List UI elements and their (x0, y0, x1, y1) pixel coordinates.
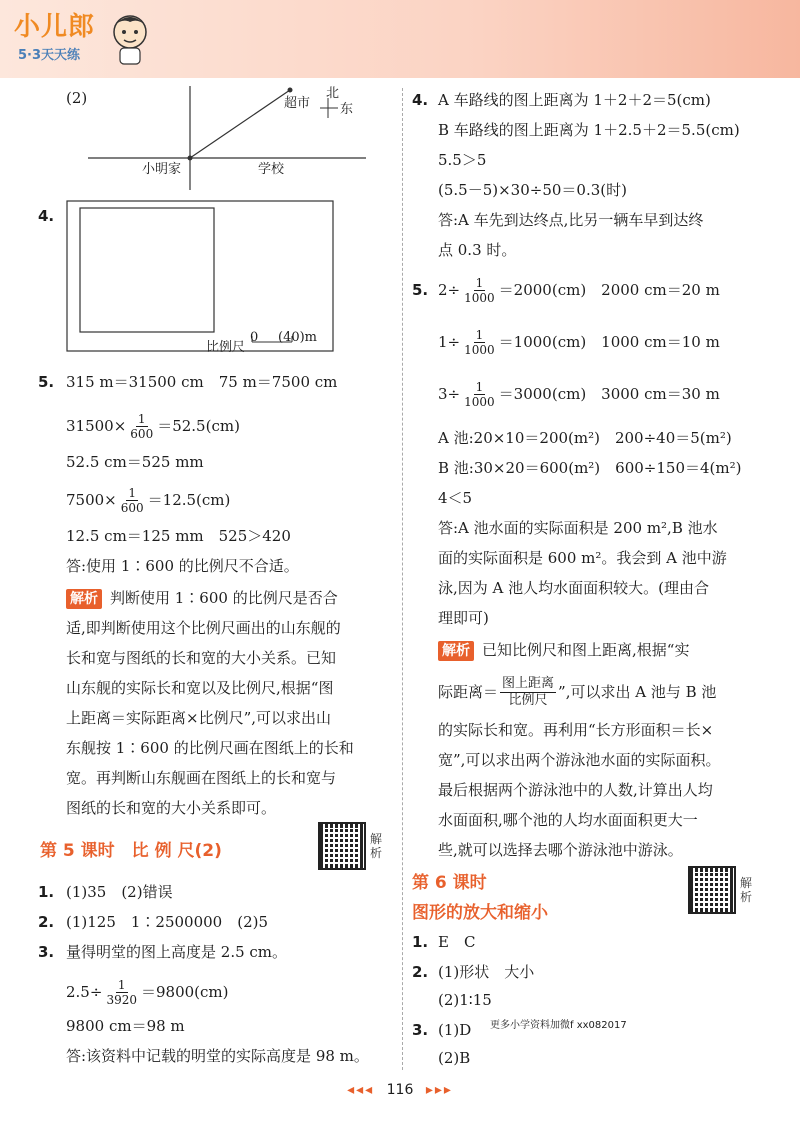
qr-code-icon[interactable] (688, 866, 736, 914)
map-east-label: 东 (340, 102, 354, 117)
right-analysis-line7: 些,就可以选择去哪个游泳池中游泳。 (438, 841, 683, 859)
lesson6-q3-part2: (2)B (438, 1049, 471, 1067)
lesson5-q3-line1: 量得明堂的图上高度是 2.5 cm。 (66, 943, 288, 961)
q4-scale-label: 比例尺 (206, 340, 246, 355)
lesson6-q2-part1: (1)形状 大小 (438, 963, 535, 981)
lesson5-q2-number: 2. (38, 913, 55, 931)
qr-label: 解析 (370, 832, 383, 860)
map-school-label: 学校 (258, 162, 285, 177)
left-analysis-line4: 山东舰的实际长和宽以及比例尺,根据“图 (66, 679, 334, 697)
expr-part: 际距离＝ (438, 683, 499, 701)
right-q5-answer3: 泳,因为 A 池人均水面面积较大。(理由合 (438, 579, 709, 597)
analysis-tag: 解析 (438, 641, 474, 661)
analysis-text: 判断使用 1∶600 的比例尺是否合 (110, 589, 338, 607)
expr-part: ＝12.5(cm) (147, 491, 231, 509)
lesson5-q1-number: 1. (38, 883, 55, 901)
lesson6-q1-answer: E C (438, 933, 476, 951)
left-analysis-line6: 东舰按 1∶600 的比例尺画在图纸上的长和 (66, 739, 354, 757)
lesson6-q3-number: 3. (412, 1021, 429, 1039)
right-q5-line1 (438, 270, 720, 310)
left-q4-number: 4. (38, 207, 55, 225)
expr-part: ＝52.5(cm) (157, 417, 240, 435)
qr-code-icon[interactable] (318, 822, 366, 870)
left-analysis-line5: 上距离＝实际距离×比例尺”,可以求出山 (66, 709, 332, 727)
logo-title: 小儿郎 (14, 12, 96, 42)
left-analysis-line1 (66, 588, 338, 609)
numerator: 1 (137, 411, 146, 426)
lesson5-q3-answer: 答:该资料中记载的明堂的实际高度是 98 m。 (66, 1047, 369, 1065)
denominator: 1000 (464, 342, 495, 357)
left-analysis-line2: 适,即判断使用这个比例尺画出的山东舰的 (66, 619, 341, 637)
expr-part: 31500× (66, 417, 127, 435)
expr-part: ＝2000(cm) 2000 cm＝20 m (498, 281, 720, 299)
lesson6-q1-number: 1. (412, 933, 429, 951)
q4-scale-zero: 0 (250, 330, 259, 345)
expr-part: 3÷ (438, 385, 461, 403)
expr-part: 2÷ (438, 281, 461, 299)
map-supermarket-label: 超市 (284, 96, 311, 111)
q4-scale-value: (40)m (278, 330, 318, 345)
right-q4-line2: B 车路线的图上距离为 1＋2.5＋2＝5.5(cm) (438, 121, 740, 139)
left-q5-line5: 12.5 cm＝125 mm 525＞420 (66, 527, 291, 545)
right-q4-line3: 5.5＞5 (438, 151, 487, 169)
fraction (462, 328, 497, 357)
lesson6-subtitle: 图形的放大和缩小 (412, 903, 548, 923)
fraction (462, 380, 497, 409)
left-analysis-line7: 宽。再判断山东舰画在图纸上的长和宽与 (66, 769, 337, 787)
lesson6-q2-number: 2. (412, 963, 429, 981)
numerator: 1 (475, 275, 484, 290)
right-analysis-line6: 水面面积,哪个池的人均水面面积更大一 (438, 811, 698, 829)
right-q4-line1: A 车路线的图上距离为 1＋2＋2＝5(cm) (438, 91, 711, 109)
left-q5-number: 5. (38, 373, 55, 391)
left-q5-line4 (66, 482, 230, 518)
right-q4-line4: (5.5－5)×30÷50＝0.3(时) (438, 181, 627, 199)
lesson5-q3-line2 (66, 974, 229, 1010)
right-q4-answer1: 答:A 车先到达终点,比另一辆车早到达终 (438, 211, 704, 229)
right-q4-number: 4. (412, 91, 429, 109)
denominator: 1000 (464, 290, 495, 305)
fraction (104, 978, 139, 1007)
denominator: 600 (120, 500, 144, 515)
numerator: 1 (117, 977, 126, 992)
right-analysis-line5: 最后根据两个游泳池中的人数,计算出人均 (438, 781, 713, 799)
map-item-label: (2) (66, 89, 88, 107)
mascot-icon (108, 8, 152, 68)
page-number: 116 (386, 1082, 414, 1098)
denominator: 3920 (106, 992, 137, 1007)
expr-part: ”,可以求出 A 池与 B 池 (558, 683, 717, 701)
watermark-text: 更多小学资料加微f xx082017 (490, 1020, 627, 1031)
lesson5-q2-answer: (1)125 1∶2500000 (2)5 (66, 913, 269, 931)
denominator: 1000 (464, 394, 495, 409)
fraction (462, 276, 497, 305)
right-q5-pool-a: A 池:20×10＝200(m²) 200÷40＝5(m²) (438, 429, 732, 447)
analysis-tag: 解析 (66, 589, 102, 609)
expr-part: 7500× (66, 491, 117, 509)
numerator: 1 (475, 327, 484, 342)
right-q4-answer2: 点 0.3 时。 (438, 241, 517, 259)
map-home-label: 小明家 (142, 162, 182, 177)
expr-part: ＝1000(cm) 1000 cm＝10 m (498, 333, 720, 351)
lesson6-q2-part2: (2)1∶15 (438, 991, 492, 1009)
lesson6-title: 第 6 课时 (412, 873, 487, 893)
left-q5-answer: 答:使用 1∶600 的比例尺不合适。 (66, 557, 299, 575)
next-arrows-icon: ▸▸▸ (425, 1082, 453, 1098)
right-q5-compare: 4＜5 (438, 489, 473, 507)
fraction (500, 676, 556, 709)
fraction (128, 412, 155, 441)
expr-part: 2.5÷ (66, 983, 103, 1001)
prev-arrows-icon: ◂◂◂ (347, 1082, 375, 1098)
right-q5-line2 (438, 322, 720, 362)
right-q5-pool-b: B 池:30×20＝600(m²) 600÷150＝4(m²) (438, 459, 742, 477)
left-q5-line3: 52.5 cm＝525 mm (66, 453, 204, 471)
right-q5-answer4: 理即可) (438, 609, 489, 627)
right-q5-answer1: 答:A 池水面的实际面积是 200 m²,B 池水 (438, 519, 718, 537)
qr-label: 解析 (740, 876, 753, 904)
lesson5-q3-line3: 9800 cm＝98 m (66, 1017, 185, 1035)
right-q5-number: 5. (412, 281, 429, 299)
column-divider (402, 88, 403, 1070)
numerator: 1 (475, 379, 484, 394)
denominator: 比例尺 (508, 692, 548, 708)
right-analysis-line3: 的实际长和宽。再利用“长方形面积＝长× (438, 721, 714, 739)
right-analysis-line1 (438, 640, 689, 661)
expr-part: 1÷ (438, 333, 461, 351)
page-footer (0, 1082, 800, 1098)
lesson5-q3-number: 3. (38, 943, 55, 961)
logo-subtitle: 5·3天天练 (18, 48, 81, 63)
lesson6-q3-part1: (1)D (438, 1021, 472, 1039)
left-q5-line1: 315 m＝31500 cm 75 m＝7500 cm (66, 373, 338, 391)
left-q5-line2 (66, 408, 240, 444)
numerator: 1 (128, 485, 137, 500)
left-analysis-line3: 长和宽与图纸的长和宽的大小关系。已知 (66, 649, 337, 667)
expr-part: ＝3000(cm) 3000 cm＝30 m (498, 385, 720, 403)
right-q5-answer2: 面的实际面积是 600 m²。我会到 A 池中游 (438, 549, 727, 567)
right-analysis-line4: 宽”,可以求出两个游泳池水面的实际面积。 (438, 751, 721, 769)
left-analysis-line8: 图纸的长和宽的大小关系即可。 (66, 799, 277, 817)
numerator: 图上距离 (502, 675, 555, 691)
analysis-text: 已知比例尺和图上距离,根据“实 (482, 641, 690, 659)
right-analysis-line2 (438, 670, 716, 714)
lesson5-q1-answer: (1)35 (2)错误 (66, 883, 173, 901)
right-q5-line3 (438, 374, 720, 414)
expr-part: ＝9800(cm) (140, 983, 229, 1001)
fraction (119, 486, 146, 515)
map-north-label: 北 (326, 86, 340, 101)
lesson5-title: 第 5 课时 比 例 尺(2) (40, 841, 222, 861)
denominator: 600 (130, 426, 154, 441)
